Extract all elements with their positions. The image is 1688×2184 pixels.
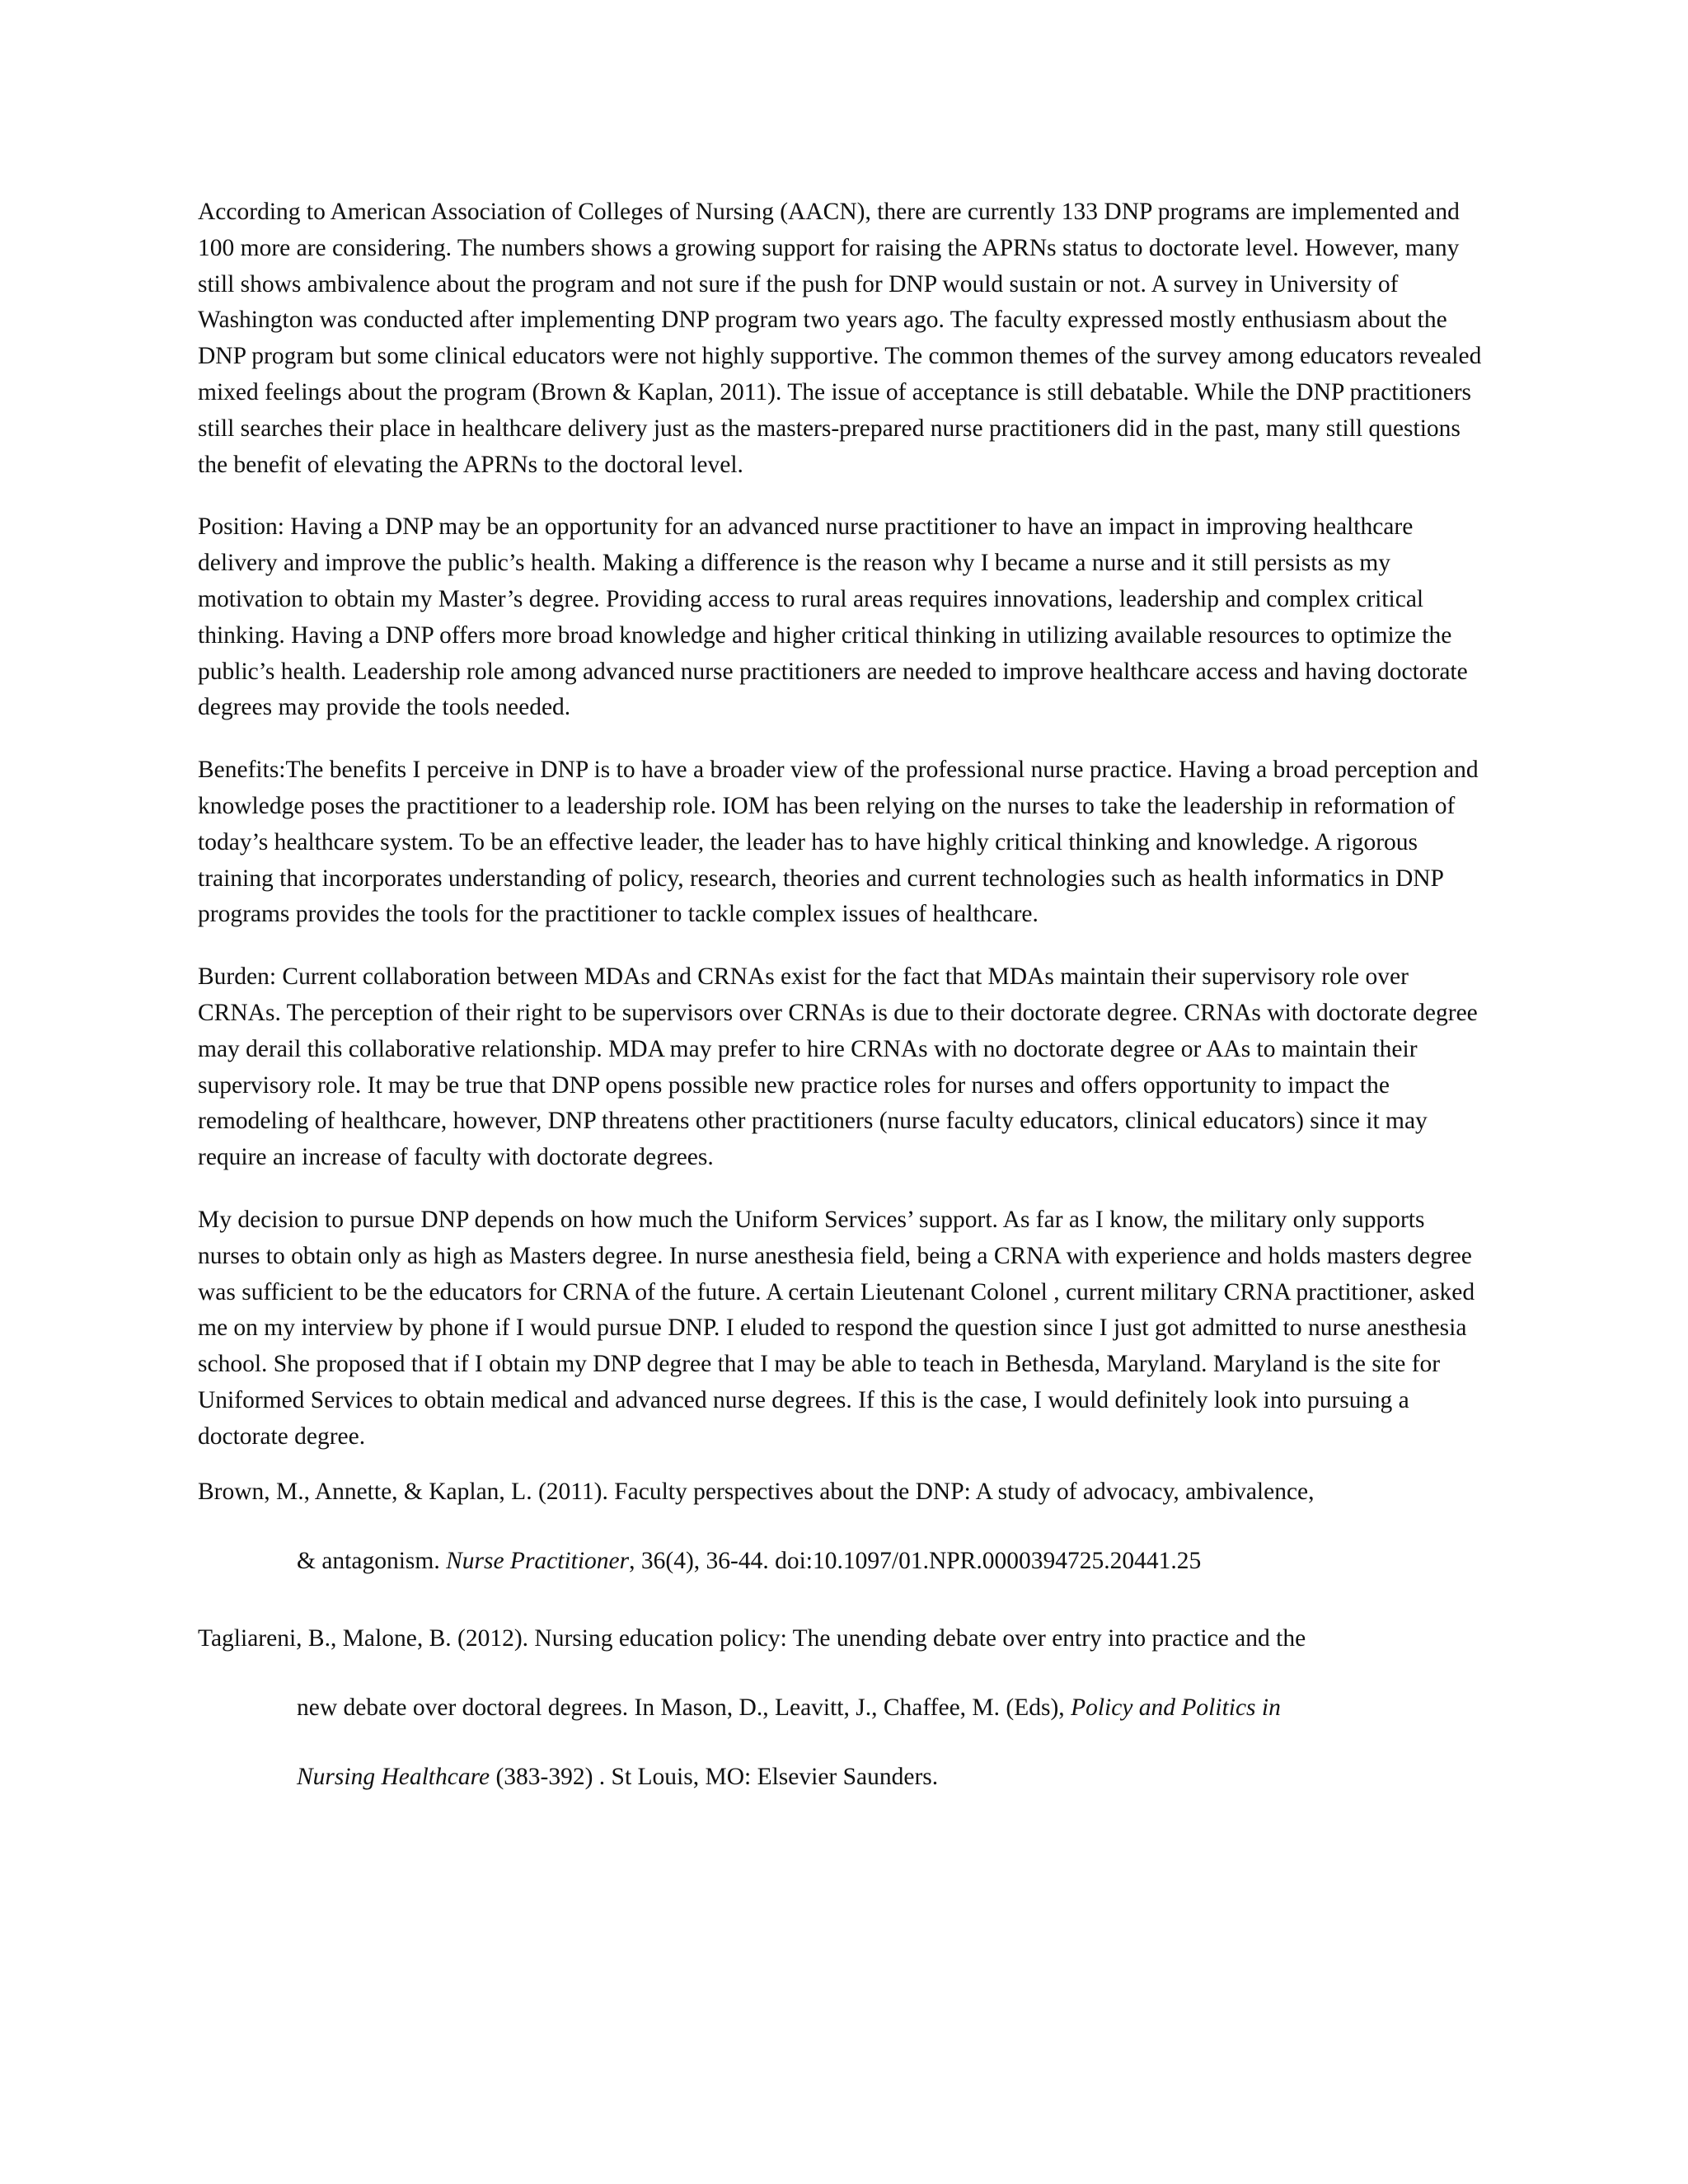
reference-text: , 36(4), 36-44. doi:10.1097/01.NPR.0000394725.20441.25 — [629, 1547, 1202, 1574]
paragraph-position: Position: Having a DNP may be an opportunity for an advanced nurse practitioner to have an impact in improving healthcare delivery and improve the public’s health. Making a difference is the reason why I became a nurse and it still persists as my motivation to obtain my Master’s degree. Providing access to rural areas requires innovations, leadership and complex critical thinking. Having a DNP offers more broad knowledge and higher critical thinking in utilizing available resources to optimize the public’s health. Leadership role among advanced nurse practitioners are needed to improve healthcare access and having doctorate degrees may provide the tools needed. — [198, 513, 1468, 721]
reference-text: & antagonism. — [297, 1547, 447, 1574]
reference-line: Tagliareni, B., Malone, B. (2012). Nursing education policy: The unending debate over entry into practice and the — [198, 1624, 1306, 1652]
reference-tagliareni — [198, 1620, 1484, 1795]
book-title: Nursing Healthcare — [297, 1763, 490, 1790]
paragraph-benefits: Benefits:The benefits I perceive in DNP is to have a broader view of the professional nurse practice. Having a broad perception and knowledge poses the practitioner to a leadership role. IOM has been relying on the nurses to take the leadership in reformation of today’s healthcare system. To be an effective leader, the leader has to have highly critical thinking and knowledge. A rigorous training that incorporates understanding of policy, research, theories and current technologies such as health informatics in DNP programs provides the tools for the practitioner to tackle complex issues of healthcare. — [198, 757, 1479, 928]
reference-text: new debate over doctoral degrees. In Mason, D., Leavitt, J., Chaffee, M. (Eds), — [297, 1694, 1071, 1721]
journal-title: Nurse Practitioner — [446, 1547, 630, 1574]
document-page — [198, 194, 1484, 1805]
reference-line: Brown, M., Annette, & Kaplan, L. (2011). Faculty perspectives about the DNP: A study of advocacy, ambivalence, — [198, 1478, 1315, 1505]
reference-continuation — [198, 1759, 1484, 1795]
paragraph-decision: My decision to pursue DNP depends on how much the Uniform Services’ support. As far as I know, the military only supports nurses to obtain only as high as Masters degree. In nurse anesthesia field, being a CRNA with experience and holds masters degree was sufficient to be the educators for CRNA of the future. A certain Lieutenant Colonel , current military CRNA practitioner, asked me on my interview by phone if I would pursue DNP. I eluded to respond the question since I just got admitted to nurse anesthesia school. She proposed that if I obtain my DNP degree that I may be able to teach in Bethesda, Maryland. Maryland is the site for Uniformed Services to obtain medical and advanced nurse degrees. If this is the case, I would definitely look into pursuing a doctorate degree. — [198, 1206, 1475, 1450]
reference-continuation — [198, 1690, 1484, 1726]
reference-text: (383-392) . St Louis, MO: Elsevier Saunders. — [490, 1763, 939, 1790]
book-title: Policy and Politics in — [1071, 1694, 1281, 1721]
reference-brown — [198, 1474, 1484, 1579]
reference-continuation — [198, 1543, 1484, 1579]
paragraph-burden: Burden: Current collaboration between MDAs and CRNAs exist for the fact that MDAs maintain their supervisory role over CRNAs. The perception of their right to be supervisors over CRNAs is due to their doctorate degree. CRNAs with doctorate degree may derail this collaborative relationship. MDA may prefer to hire CRNAs with no doctorate degree or AAs to maintain their supervisory role. It may be true that DNP opens possible new practice roles for nurses and offers opportunity to impact the remodeling of healthcare, however, DNP threatens other practitioners (nurse faculty educators, clinical educators) since it may require an increase of faculty with doctorate degrees. — [198, 963, 1478, 1171]
paragraph-intro: According to American Association of Colleges of Nursing (AACN), there are currently 133 DNP programs are implemented and 100 more are considering. The numbers shows a growing support for raising the APRNs status to doctorate level. However, many still shows ambivalence about the program and not sure if the push for DNP would sustain or not. A survey in University of Washington was conducted after implementing DNP program two years ago. The faculty expressed mostly enthusiasm about the DNP program but some clinical educators were not highly supportive. The common themes of the survey among educators revealed mixed feelings about the program (Brown & Kaplan, 2011). The issue of acceptance is still debatable. While the DNP practitioners still searches their place in healthcare delivery just as the masters-prepared nurse practitioners did in the past, many still questions the benefit of elevating the APRNs to the doctoral level. — [198, 199, 1482, 478]
